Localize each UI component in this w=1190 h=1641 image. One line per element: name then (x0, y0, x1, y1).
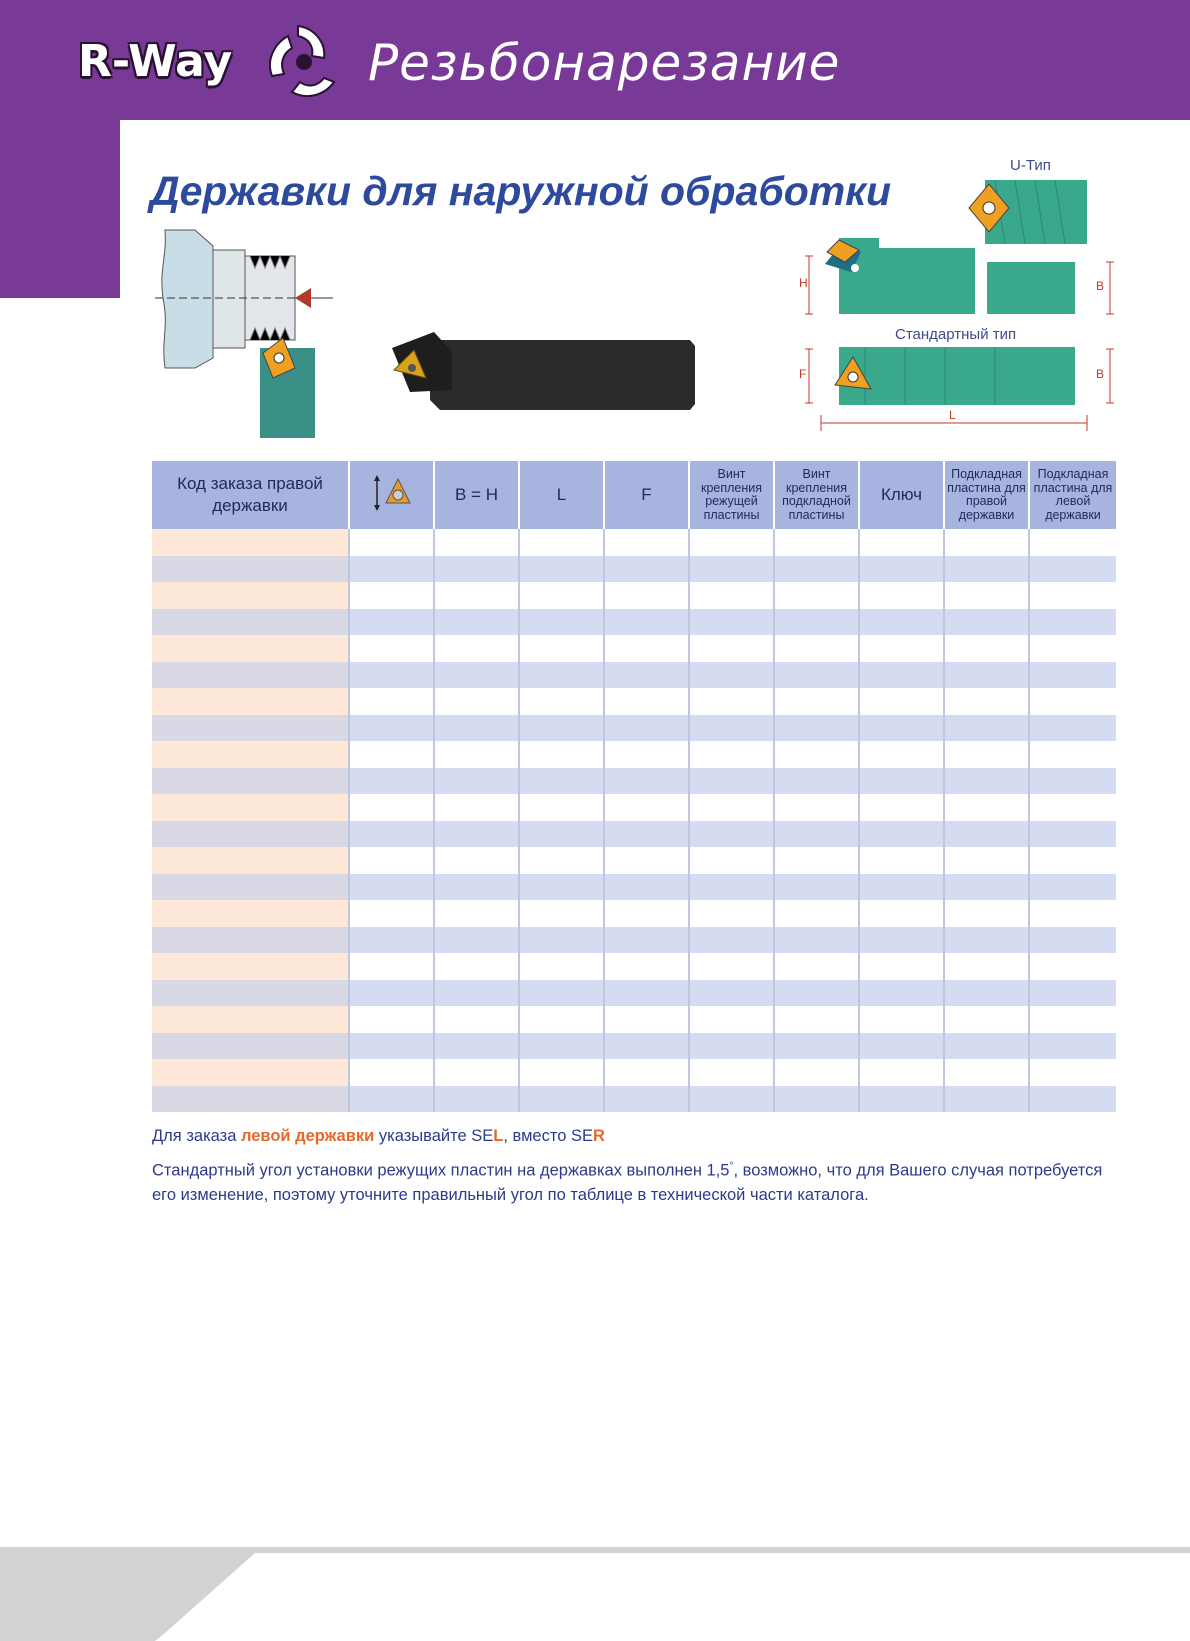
table-cell (604, 635, 689, 662)
table-cell (859, 556, 944, 583)
col-header-key: Ключ (859, 461, 944, 529)
table-row (152, 741, 1116, 768)
table-cell (434, 927, 519, 954)
table-row (152, 715, 1116, 742)
table-cell (434, 582, 519, 609)
table-cell (774, 980, 859, 1007)
table-cell (689, 1086, 774, 1113)
table-cell (604, 582, 689, 609)
table-cell (349, 715, 434, 742)
table-cell (519, 715, 604, 742)
table-cell (1029, 688, 1116, 715)
table-cell (859, 609, 944, 636)
table-row (152, 821, 1116, 848)
table-cell (519, 874, 604, 901)
holders-table (152, 461, 1116, 1112)
table-cell (604, 662, 689, 689)
angle-note (152, 1155, 1112, 1207)
table-cell (604, 900, 689, 927)
table-row (152, 847, 1116, 874)
table-cell (152, 927, 349, 954)
table-cell (859, 529, 944, 556)
table-cell (944, 715, 1029, 742)
table-cell (519, 635, 604, 662)
table-cell (774, 821, 859, 848)
table-cell (349, 1006, 434, 1033)
table-cell (1029, 953, 1116, 980)
tool-holder-photo (390, 330, 700, 410)
table-cell (944, 1033, 1029, 1060)
table-cell (859, 768, 944, 795)
table-cell (434, 821, 519, 848)
table-row (152, 1006, 1116, 1033)
table-cell (152, 741, 349, 768)
table-cell (774, 609, 859, 636)
table-cell (519, 609, 604, 636)
table-cell (604, 980, 689, 1007)
table-cell (519, 688, 604, 715)
table-cell (774, 741, 859, 768)
table-cell (774, 556, 859, 583)
table-cell (604, 1086, 689, 1113)
table-cell (604, 609, 689, 636)
table-cell (152, 529, 349, 556)
table-cell (1029, 662, 1116, 689)
table-cell (689, 741, 774, 768)
table-row (152, 556, 1116, 583)
table-row (152, 768, 1116, 795)
table-cell (689, 1059, 774, 1086)
table-cell (349, 1086, 434, 1113)
note-highlight-left-holder: левой державки (240, 1127, 375, 1145)
table-row (152, 688, 1116, 715)
table-cell (944, 1059, 1029, 1086)
table-cell (152, 1006, 349, 1033)
note-text: Для заказа (152, 1127, 241, 1145)
table-cell (1029, 556, 1116, 583)
table-cell (349, 741, 434, 768)
table-cell (434, 900, 519, 927)
table-cell (689, 980, 774, 1007)
table-cell (349, 529, 434, 556)
table-cell (434, 1086, 519, 1113)
table-cell (1029, 1006, 1116, 1033)
table-cell (604, 556, 689, 583)
table-row (152, 609, 1116, 636)
table-cell (1029, 1086, 1116, 1113)
note-text: Стандартный угол установки режущих пластин на державках выполнен 1,5 (152, 1161, 730, 1180)
table-cell (944, 900, 1029, 927)
note-text: указывайте SE (374, 1127, 494, 1145)
col-header-f: F (604, 461, 689, 529)
table-cell (1029, 529, 1116, 556)
table-cell (774, 715, 859, 742)
table-cell (349, 556, 434, 583)
table-cell (604, 1059, 689, 1086)
table-cell (434, 768, 519, 795)
table-cell (859, 635, 944, 662)
table-cell (349, 900, 434, 927)
col-header-code: Код заказа правой державки (152, 461, 349, 529)
table-cell (944, 953, 1029, 980)
col-header-bh: B = H (434, 461, 519, 529)
table-cell (434, 1006, 519, 1033)
table-cell (774, 688, 859, 715)
table-cell (944, 847, 1029, 874)
table-cell (944, 794, 1029, 821)
table-cell (774, 953, 859, 980)
table-cell (1029, 609, 1116, 636)
table-row (152, 582, 1116, 609)
table-cell (519, 900, 604, 927)
table-cell (689, 688, 774, 715)
table-cell (689, 529, 774, 556)
table-cell (859, 953, 944, 980)
note-highlight-l: L (493, 1127, 504, 1145)
table-cell (774, 635, 859, 662)
table-cell (689, 609, 774, 636)
table-cell (689, 874, 774, 901)
table-cell (689, 794, 774, 821)
table-cell (152, 662, 349, 689)
table-cell (944, 582, 1029, 609)
table-cell (774, 1059, 859, 1086)
insert-icon (372, 473, 412, 513)
table-cell (1029, 715, 1116, 742)
table-cell (859, 1086, 944, 1113)
col-header-shim-left: Подкладная пластина для левой державки (1029, 461, 1116, 529)
dim-label-b-top: B (1096, 279, 1105, 293)
table-cell (604, 953, 689, 980)
table-cell (774, 927, 859, 954)
table-cell (349, 662, 434, 689)
table-cell (604, 847, 689, 874)
table-row (152, 1059, 1116, 1086)
table-row (152, 980, 1116, 1007)
table-cell (944, 741, 1029, 768)
col-header-l: L (519, 461, 604, 529)
table-cell (519, 927, 604, 954)
table-cell (774, 582, 859, 609)
table-row (152, 662, 1116, 689)
threading-operation-illustration (155, 228, 355, 438)
table-cell (434, 635, 519, 662)
table-cell (519, 741, 604, 768)
table-cell (774, 662, 859, 689)
table-cell (1029, 847, 1116, 874)
table-cell (1029, 582, 1116, 609)
table-cell (152, 980, 349, 1007)
table-cell (944, 688, 1029, 715)
table-cell (152, 556, 349, 583)
table-cell (689, 821, 774, 848)
table-cell (434, 874, 519, 901)
table-cell (434, 556, 519, 583)
table-cell (1029, 635, 1116, 662)
table-cell (859, 847, 944, 874)
table-header-row (152, 461, 1116, 529)
table-cell (604, 1006, 689, 1033)
table-cell (774, 1006, 859, 1033)
table-cell (604, 741, 689, 768)
table-cell (774, 768, 859, 795)
table-cell (604, 529, 689, 556)
table-cell (519, 582, 604, 609)
holder-top-view-illustration (795, 345, 1120, 435)
dim-label-l: L (949, 408, 956, 422)
table-cell (944, 768, 1029, 795)
table-cell (774, 529, 859, 556)
brand-logo-text: R-Way (78, 36, 233, 87)
table-cell (349, 688, 434, 715)
table-cell (1029, 927, 1116, 954)
table-cell (349, 1033, 434, 1060)
table-cell (604, 874, 689, 901)
table-cell (689, 1006, 774, 1033)
table-cell (689, 635, 774, 662)
note-text: , возможно, что для Вашего случая потребуется его изменение, поэтому уточните правильный угол по таблице в технической части каталога. (152, 1161, 1103, 1204)
table-cell (519, 1086, 604, 1113)
col-header-screw-insert: Винт крепления режущей пластины (689, 461, 774, 529)
table-row (152, 953, 1116, 980)
table-row (152, 900, 1116, 927)
table-cell (689, 953, 774, 980)
dim-label-b-bottom: B (1096, 367, 1105, 381)
table-cell (152, 900, 349, 927)
table-cell (349, 1059, 434, 1086)
table-cell (434, 1033, 519, 1060)
table-cell (944, 927, 1029, 954)
table-cell (434, 715, 519, 742)
table-cell (152, 688, 349, 715)
table-cell (944, 1086, 1029, 1113)
table-cell (152, 1059, 349, 1086)
u-type-label: U-Тип (1010, 157, 1051, 174)
table-cell (152, 768, 349, 795)
table-cell (604, 688, 689, 715)
table-cell (689, 662, 774, 689)
table-cell (434, 688, 519, 715)
table-cell (689, 847, 774, 874)
table-cell (434, 953, 519, 980)
table-cell (689, 556, 774, 583)
table-cell (1029, 768, 1116, 795)
table-cell (859, 1006, 944, 1033)
footer-white-shape (155, 1553, 1190, 1641)
table-cell (944, 874, 1029, 901)
table-cell (774, 900, 859, 927)
table-cell (519, 529, 604, 556)
table-cell (944, 635, 1029, 662)
table-cell (689, 927, 774, 954)
table-cell (774, 1086, 859, 1113)
table-cell (774, 847, 859, 874)
dim-label-h: H (799, 276, 808, 290)
table-cell (859, 821, 944, 848)
table-row (152, 529, 1116, 556)
table-cell (152, 1033, 349, 1060)
table-cell (434, 1059, 519, 1086)
table-cell (774, 794, 859, 821)
left-holder-order-note (152, 1127, 605, 1146)
note-highlight-r: R (593, 1127, 605, 1145)
table-cell (152, 874, 349, 901)
table-cell (519, 953, 604, 980)
table-cell (519, 980, 604, 1007)
table-cell (349, 953, 434, 980)
table-cell (152, 609, 349, 636)
table-cell (152, 821, 349, 848)
table-row (152, 1033, 1116, 1060)
table-cell (604, 715, 689, 742)
section-title: Резьбонарезание (368, 34, 841, 92)
table-cell (604, 794, 689, 821)
table-cell (859, 900, 944, 927)
table-cell (349, 794, 434, 821)
table-cell (434, 794, 519, 821)
table-cell (859, 688, 944, 715)
table-row (152, 794, 1116, 821)
table-cell (152, 953, 349, 980)
table-cell (774, 874, 859, 901)
table-cell (859, 794, 944, 821)
table-cell (349, 847, 434, 874)
table-cell (349, 635, 434, 662)
holder-side-view-illustration (795, 236, 1120, 321)
table-cell (689, 1033, 774, 1060)
degree-sign: ° (729, 1161, 734, 1172)
table-cell (689, 715, 774, 742)
side-band (0, 120, 120, 298)
table-cell (519, 1006, 604, 1033)
table-cell (604, 768, 689, 795)
table-cell (689, 900, 774, 927)
table-cell (434, 847, 519, 874)
table-cell (434, 529, 519, 556)
col-header-shim-right: Подкладная пластина для правой державки (944, 461, 1029, 529)
table-cell (349, 821, 434, 848)
table-cell (944, 529, 1029, 556)
table-cell (434, 980, 519, 1007)
table-row (152, 927, 1116, 954)
table-cell (859, 662, 944, 689)
table-cell (152, 635, 349, 662)
table-cell (774, 1033, 859, 1060)
dim-label-f: F (799, 367, 807, 381)
col-header-insert (349, 461, 434, 529)
table-cell (859, 980, 944, 1007)
table-cell (944, 662, 1029, 689)
standard-type-label: Стандартный тип (895, 326, 1017, 343)
table-cell (519, 794, 604, 821)
table-cell (1029, 821, 1116, 848)
table-cell (859, 1033, 944, 1060)
table-cell (349, 874, 434, 901)
table-cell (519, 768, 604, 795)
table-row (152, 1086, 1116, 1113)
table-cell (519, 847, 604, 874)
page-title: Державки для наружной обработки (150, 168, 892, 214)
table-row (152, 635, 1116, 662)
table-cell (519, 1059, 604, 1086)
table-cell (349, 927, 434, 954)
table-cell (349, 609, 434, 636)
table-cell (349, 768, 434, 795)
table-cell (434, 662, 519, 689)
table-cell (604, 821, 689, 848)
table-cell (349, 582, 434, 609)
table-cell (944, 556, 1029, 583)
table-cell (689, 582, 774, 609)
table-cell (1029, 900, 1116, 927)
table-cell (519, 1033, 604, 1060)
table-cell (1029, 741, 1116, 768)
table-cell (1029, 794, 1116, 821)
table-cell (434, 609, 519, 636)
table-cell (152, 794, 349, 821)
table-cell (944, 609, 1029, 636)
table-cell (1029, 980, 1116, 1007)
table-cell (859, 927, 944, 954)
table-cell (944, 980, 1029, 1007)
note-text: , вместо SE (503, 1127, 593, 1145)
table-cell (604, 1033, 689, 1060)
table-cell (434, 741, 519, 768)
table-cell (944, 821, 1029, 848)
table-cell (349, 980, 434, 1007)
brand-logo-icon (262, 20, 346, 100)
table-cell (152, 1086, 349, 1113)
table-cell (152, 847, 349, 874)
table-cell (859, 741, 944, 768)
table-cell (1029, 874, 1116, 901)
table-cell (152, 715, 349, 742)
table-cell (859, 715, 944, 742)
table-cell (519, 662, 604, 689)
table-cell (689, 768, 774, 795)
table-cell (152, 582, 349, 609)
col-header-screw-shim: Винт крепления подкладной пластины (774, 461, 859, 529)
table-cell (1029, 1059, 1116, 1086)
table-cell (519, 821, 604, 848)
table-cell (859, 582, 944, 609)
table-cell (519, 556, 604, 583)
table-cell (944, 1006, 1029, 1033)
table-cell (604, 927, 689, 954)
table-cell (859, 1059, 944, 1086)
table-cell (859, 874, 944, 901)
table-row (152, 874, 1116, 901)
table-cell (1029, 1033, 1116, 1060)
